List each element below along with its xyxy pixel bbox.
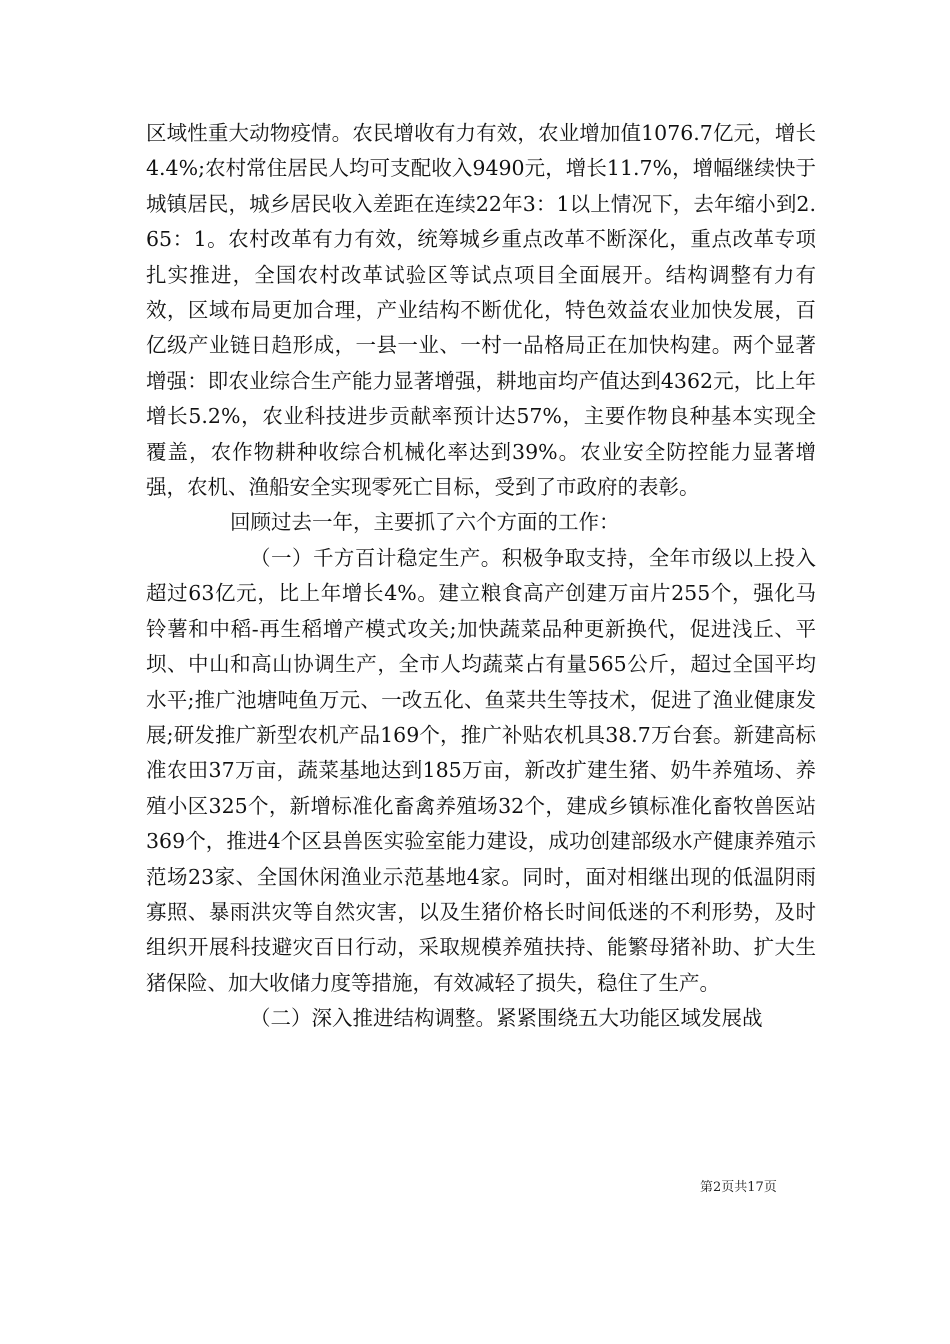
paragraph-section-one: （一）千方百计稳定生产。积极争取支持，全年市级以上投入超过63亿元，比上年增长4%。建立粮食高产创建万亩片255个，强化马铃薯和中稻-再生稻增产模式攻关;加快蔬菜品种更新换代，促进浅丘、平坝、中山和高山协调生产，全市人均蔬菜占有量565公斤，超过全国平均水平;推广池塘吨鱼万元、一改五化、鱼菜共生等技术，促进了渔业健康发展;研发推广新型农机产品169个，推广补贴农机具38.7万台套。新建高标准农田37万亩，蔬菜基地达到185万亩，新改扩建生猪、奶牛养殖场、养殖小区325个，新增标准化畜禽养殖场32个，建成乡镇标准化畜牧兽医站369个，推进4个区县兽医实验室能力建设，成功创建部级水产健康养殖示范场23家、全国休闲渔业示范基地4家。同时，面对相继出现的低温阴雨寡照、暴雨洪灾等自然灾害，以及生猪价格长时间低迷的不利形势，及时组织开展科技避灾百日行动，采取规模养殖扶持、能繁母猪补助、扩大生猪保险、加大收储力度等措施，有效减轻了损失，稳住了生产。: [146, 545, 816, 995]
document-body: [146, 116, 816, 1037]
paragraph-section-two: （二）深入推进结构调整。紧紧围绕五大功能区域发展战: [250, 1006, 763, 1031]
paragraph-review-intro: 回顾过去一年，主要抓了六个方面的工作：: [230, 510, 620, 535]
paragraph-summary: 区域性重大动物疫情。农民增收有力有效，农业增加值1076.7亿元，增长4.4%;农村常住居民人均可支配收入9490元，增长11.7%，增幅继续快于城镇居民，城乡居民收入差距在连续22年3：1以上情况下，去年缩小到2.65：1。农村改革有力有效，统筹城乡重点改革不断深化，重点改革专项扎实推进，全国农村改革试验区等试点项目全面展开。结构调整有力有效，区域布局更加合理，产业结构不断优化，特色效益农业加快发展，百亿级产业链日趋形成，一县一业、一村一品格局正在加快构建。两个显著增强：即农业综合生产能力显著增强，耕地亩均产值达到4362元，比上年增长5.2%，农业科技进步贡献率预计达57%，主要作物良种基本实现全覆盖，农作物耕种收综合机械化率达到39%。农业安全防控能力显著增强，农机、渔船安全实现零死亡目标，受到了市政府的表彰。: [146, 121, 816, 500]
page-number-footer: 第2页共17页: [700, 1180, 777, 1195]
